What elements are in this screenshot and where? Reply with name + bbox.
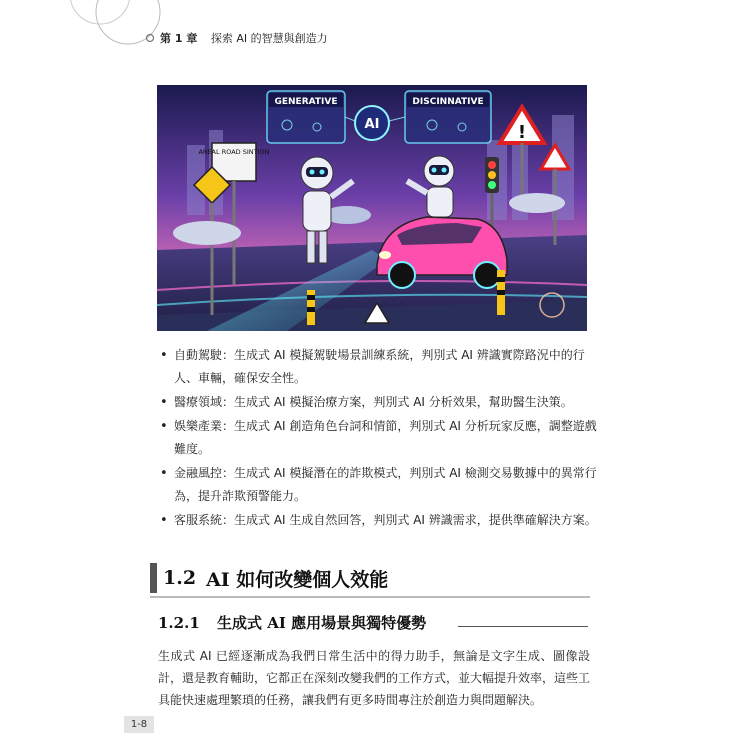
- section-divider: [150, 596, 590, 598]
- header-decoration: [0, 0, 170, 60]
- chapter-label: 第 1 章: [160, 32, 198, 45]
- list-item: • 娛樂產業：生成式 AI 創造角色台詞和情節，判別式 AI 分析玩家反應，調整遊戲難度。: [160, 415, 600, 461]
- bullet-list: [160, 344, 600, 533]
- section-title: AI 如何改變個人效能: [206, 568, 389, 591]
- label-generative: GENERATIVE: [274, 97, 338, 107]
- subsection-heading: [158, 612, 426, 633]
- section-number: 1.2: [163, 567, 197, 589]
- road-sign-text: AREAL ROAD SINTION: [198, 148, 270, 156]
- illustration-ai-driving: [157, 85, 587, 331]
- list-item: • 醫療領域：生成式 AI 模擬治療方案，判別式 AI 分析效果，幫助醫生決策。: [160, 391, 600, 414]
- chapter-title: 探索 AI 的智慧與創造力: [210, 32, 328, 45]
- list-item: • 客服系統：生成式 AI 生成自然回答，判別式 AI 辨識需求，提供準確解決方案。: [160, 509, 600, 532]
- list-item: • 金融風控：生成式 AI 模擬潛在的詐欺模式，判別式 AI 檢測交易數據中的異常行為，提升詐欺預警能力。: [160, 462, 600, 508]
- running-header: [160, 30, 328, 46]
- label-discriminative: DISCINNATIVE: [412, 97, 484, 107]
- section-bar: [150, 563, 157, 593]
- list-item: • 自動駕駛：生成式 AI 模擬駕駛場景訓練系統，判別式 AI 辨識實際路況中的行人、車輛，確保安全性。: [160, 344, 600, 390]
- label-ai: AI: [364, 117, 380, 132]
- page-number: 1-8: [124, 716, 154, 733]
- section-heading: [150, 563, 388, 593]
- body-paragraph: 生成式 AI 已經逐漸成為我們日常生活中的得力助手，無論是文字生成、圖像設計，還是教育輔助，它都正在深刻改變我們的工作方式，並大幅提升效率，這些工具能快速處理繁瑣的任務，讓我們有更多時間專注於創造力與問題解決。: [158, 649, 591, 707]
- svg-text:!: !: [517, 122, 527, 143]
- subsection-number: 1.2.1: [158, 614, 200, 632]
- subsection-title: 生成式 AI 應用場景與獨特優勢: [217, 614, 427, 632]
- subsection-rule: [458, 626, 588, 627]
